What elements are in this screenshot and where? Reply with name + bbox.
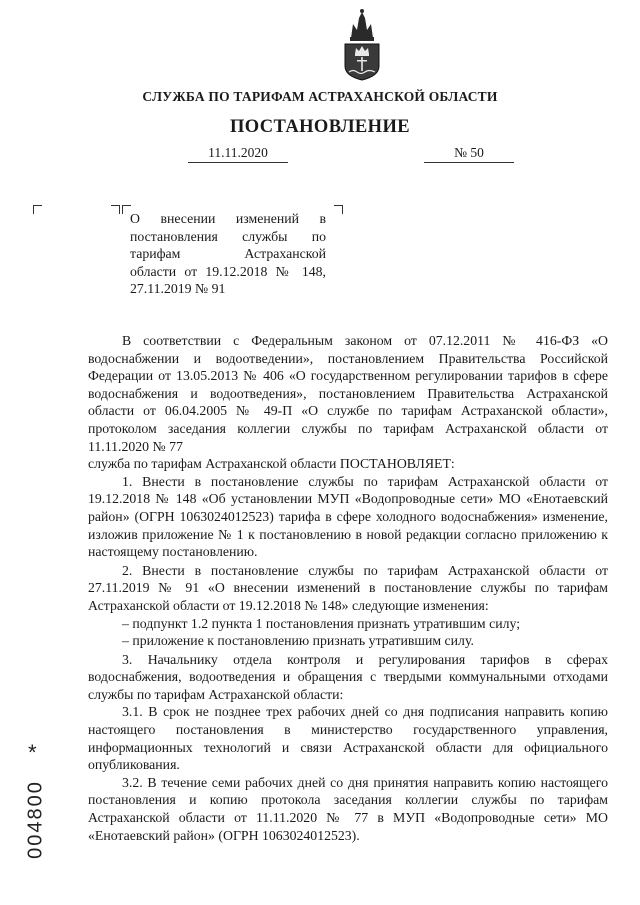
subject-line: 27.11.2019 № 91	[130, 281, 226, 296]
document-number: № 50	[424, 145, 514, 163]
subject-line: постановления службы по	[130, 228, 326, 244]
corner-mark	[111, 205, 120, 214]
document-subject	[130, 210, 326, 298]
item-3-1-paragraph: 3.1. В срок не позднее трех рабочих дней со дня подписания направить копию настоящего постановления в министерство государственного управления, информационных технологий и связи Астраханской области для официального опубликования.	[88, 704, 608, 773]
document-type: ПОСТАНОВЛЕНИЕ	[229, 117, 410, 137]
document-body	[88, 332, 608, 844]
coat-of-arms-icon	[341, 8, 383, 82]
subject-line: области от 19.12.2018 № 148,	[130, 263, 326, 279]
subject-line: тарифам Астраханской	[130, 246, 326, 261]
item-2-subitem: – подпункт 1.2 пункта 1 постановления признать утратившим силу;	[122, 615, 521, 631]
item-1-paragraph: 1. Внести в постановление службы по тарифам Астраханской области от 19.12.2018 № 148 «Об установлении МУП «Водопроводные сети» МО «Енотаевский район» (ОГРН 1063024012523) тарифа в сфере холодного водоснабжения» изменение, изложив приложение № 1 к постановлению в новой редакции согласно приложению к настоящему постановлению.	[88, 473, 608, 560]
corner-mark	[33, 205, 42, 214]
organization-name: СЛУЖБА ПО ТАРИФАМ АСТРАХАНСКОЙ ОБЛАСТИ	[142, 89, 498, 104]
item-2-subitem: – приложение к постановлению признать утратившим силу.	[122, 633, 474, 649]
resolution-line: служба по тарифам Астраханской области ПОСТАНОВЛЯЕТ:	[88, 456, 455, 472]
document-date: 11.11.2020	[188, 145, 288, 163]
registration-stamp	[24, 740, 52, 870]
corner-mark	[334, 205, 343, 214]
item-3-2-paragraph: 3.2. В течение семи рабочих дней со дня принятия направить копию настоящего постановления и копию протокола заседания коллегии службы по тарифам Астраханской области от 11.11.2020 № 77 в МУП «Водопроводные сети» МО «Енотаевский район» (ОГРН 1063024012523).	[88, 774, 608, 843]
subject-line: О внесении изменений в	[130, 211, 326, 226]
item-2-paragraph: 2. Внести в постановление службы по тарифам Астраханской области от 27.11.2019 № 91 «О внесении изменений в постановление службы по тарифам Астраханской области от 19.12.2018 № 148» следующие изменения:	[88, 562, 608, 613]
stamp-star: *	[28, 740, 37, 765]
stamp-number: 004800	[24, 780, 47, 859]
preamble-paragraph: В соответствии с Федеральным законом от 07.12.2011 № 416-ФЗ «О водоснабжении и водоотведении», постановлением Правительства Российской Федерации от 13.05.2013 № 406 «О государственном регулировании тарифов в сфере водоснабжения и водоотведения», постановлением Правительства Астраханской области от 06.04.2005 № 49-П «О службе по тарифам Астраханской области», протоколом заседания коллегии службы по тарифам Астраханской области от 11.11.2020 № 77	[88, 333, 608, 454]
item-3-paragraph: 3. Начальнику отдела контроля и регулирования тарифов в сферах водоснабжения, водоотведения и обращения с твердыми коммунальными отходами службы по тарифам Астраханской области:	[88, 651, 608, 702]
